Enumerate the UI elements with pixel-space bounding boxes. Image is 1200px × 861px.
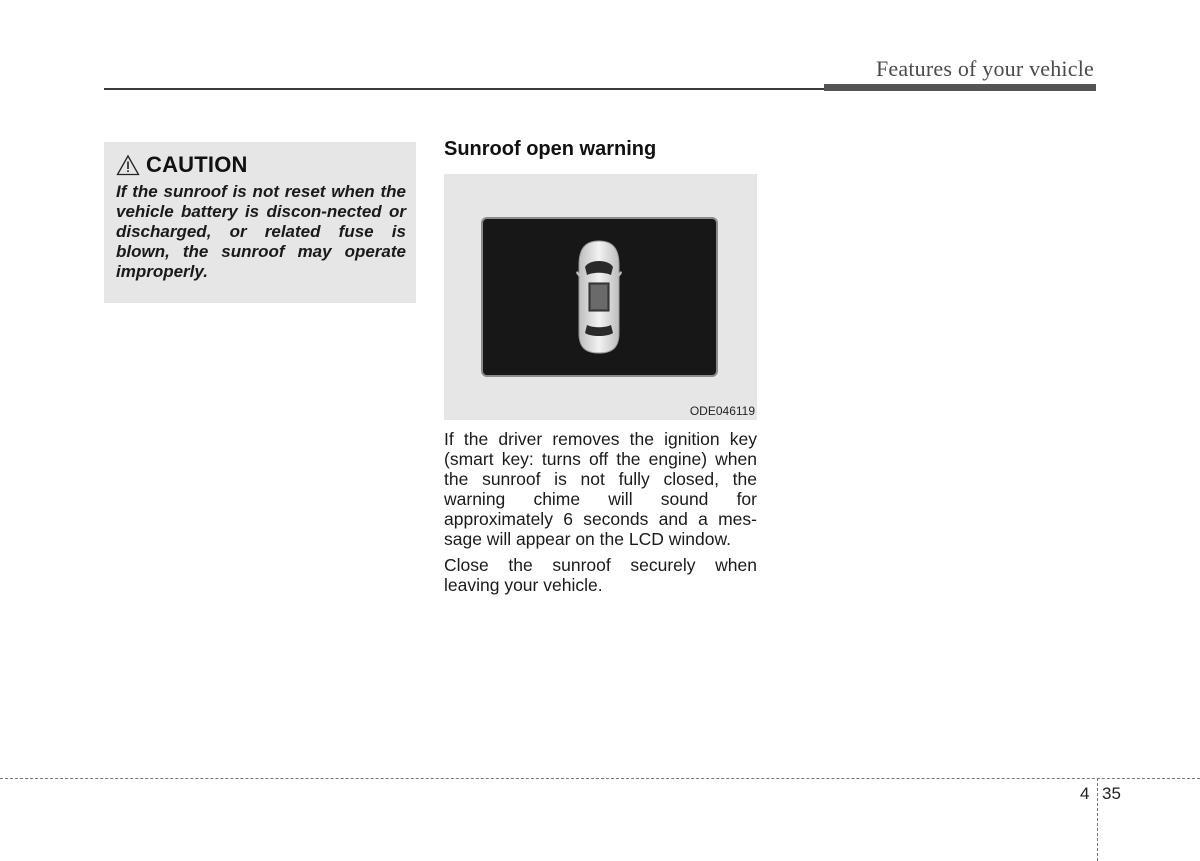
car-top-view-sunroof-open-icon [569,237,629,357]
caution-text: If the sunroof is not reset when the vehicle battery is discon-nected or discharged, or related fuse is blown, the sunroof may operate improperly. [116,182,406,281]
header-rule-accent [824,84,1096,91]
section-heading: Sunroof open warning [444,138,657,160]
figure-panel [444,174,757,420]
warning-triangle-icon [116,154,140,176]
chapter-number: 4 [1080,784,1090,803]
figure-code: ODE046119 [689,404,755,418]
body-text [444,429,757,601]
caution-title: CAUTION [146,152,248,177]
footer-page-divider [1097,778,1098,861]
page-number: 35 [1102,784,1121,803]
paragraph: If the driver removes the ignition key (smart key: turns off the engine) when the sunroof is not fully closed, the warning chime will sound for approximately 6 seconds and a mes-sage will appear on the LCD window. [444,429,757,549]
lcd-display [481,217,718,377]
paragraph: Close the sunroof securely when leaving your vehicle. [444,555,757,595]
caution-heading [116,152,406,178]
footer-divider [0,778,1200,779]
header-title: Features of your vehicle [875,56,1094,81]
caution-box [104,142,416,303]
